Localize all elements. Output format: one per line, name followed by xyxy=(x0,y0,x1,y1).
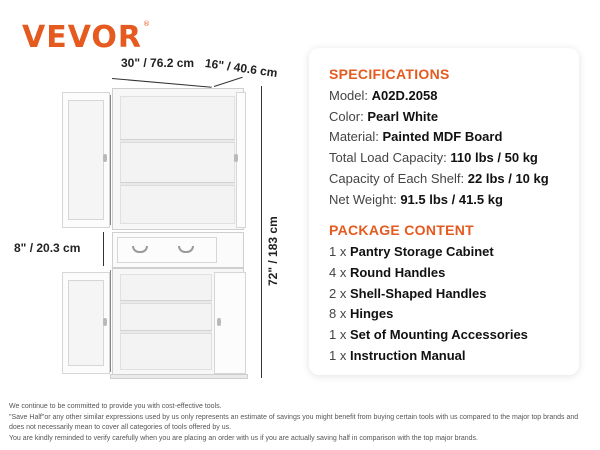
spec-row-shelf-capacity xyxy=(329,169,579,190)
spec-label: Model: xyxy=(329,88,369,103)
width-dimension: 30" / 76.2 cm xyxy=(121,56,195,70)
lower-left-knob-icon xyxy=(103,318,107,326)
lower-cabinet-interior xyxy=(120,274,212,370)
package-name: Shell-Shaped Handles xyxy=(349,285,487,301)
package-item xyxy=(329,263,579,284)
disclaimer-line-3: You are kindly reminded to verify carefully when you are placing an order with us if you are actually saving half in comparison with the top major brands. xyxy=(9,434,478,442)
package-item xyxy=(329,325,579,346)
package-qty: 8 x xyxy=(329,306,347,322)
vevor-logo xyxy=(22,20,151,55)
package-name: Set of Mounting Accessories xyxy=(349,327,528,343)
package-item xyxy=(329,304,579,325)
spec-label: Total Load Capacity: xyxy=(329,150,447,166)
package-name: Round Handles xyxy=(349,264,446,280)
height-dimension: 72" / 183 cm xyxy=(266,216,280,286)
spec-row-total-load xyxy=(329,148,579,169)
upper-height-line xyxy=(110,95,111,225)
lower-height-line xyxy=(110,270,111,372)
spec-label: Net Weight: xyxy=(329,191,397,207)
package-qty: 1 x xyxy=(329,244,347,260)
package-qty: 2 x xyxy=(329,285,347,301)
lower-left-door-inset xyxy=(68,280,104,366)
drawer-line xyxy=(103,232,104,266)
spec-row-net-weight xyxy=(329,190,579,211)
upper-left-knob-icon xyxy=(103,154,107,162)
drawer-front xyxy=(117,237,217,263)
spec-value: 91.5 lbs / 41.5 kg xyxy=(400,191,503,207)
package-content-title: PACKAGE CONTENT xyxy=(329,222,475,239)
spec-value: A02D.2058 xyxy=(371,88,438,103)
spec-row-material xyxy=(329,127,579,148)
disclaimer-line-2: "Save Half"or any other similar expressions used by us only represents an estimate of savings you might benefit from buying certain tools with us compared to the major top brands and does not necessarily mean to cover all categories of tools offered by us. xyxy=(9,413,579,431)
disclaimer-line-1: We continue to be committed to provide you with cost-effective tools. xyxy=(9,403,222,410)
spec-value: Pearl White xyxy=(367,108,439,124)
spec-row-model xyxy=(329,86,579,107)
disclaimer xyxy=(9,402,594,444)
package-item xyxy=(329,242,579,263)
cabinet-base xyxy=(110,374,248,379)
lower-shelf-1 xyxy=(120,300,212,304)
upper-shelf-2 xyxy=(120,182,235,186)
width-line xyxy=(112,78,212,88)
package-item xyxy=(329,346,579,367)
package-item xyxy=(329,284,579,305)
upper-right-knob-icon xyxy=(234,154,238,162)
spec-value: 110 lbs / 50 kg xyxy=(450,150,538,166)
upper-left-door-inset xyxy=(68,100,104,220)
registered-mark: ® xyxy=(143,20,152,28)
package-qty: 4 x xyxy=(329,264,347,280)
upper-cabinet-interior xyxy=(120,96,235,224)
package-qty: 1 x xyxy=(329,347,347,363)
upper-shelf-1 xyxy=(120,139,235,143)
spec-row-color xyxy=(329,107,579,128)
drawer-height-dimension: 8" / 20.3 cm xyxy=(14,241,81,255)
package-name: Hinges xyxy=(349,306,394,322)
height-line xyxy=(261,86,262,378)
lower-shelf-2 xyxy=(120,330,212,334)
depth-dimension: 16" / 40.6 cm xyxy=(204,56,279,81)
section-gap xyxy=(329,210,579,222)
depth-line xyxy=(214,77,243,87)
spec-value: 22 lbs / 10 kg xyxy=(467,170,549,186)
lower-right-knob-icon xyxy=(217,318,221,326)
package-qty: 1 x xyxy=(329,327,347,343)
spec-label: Capacity of Each Shelf: xyxy=(329,170,465,186)
spec-value: Painted MDF Board xyxy=(382,129,503,145)
package-name: Pantry Storage Cabinet xyxy=(349,244,494,260)
spec-label: Material: xyxy=(329,129,379,145)
brand-name: VEVOR xyxy=(22,20,143,55)
spec-label: Color: xyxy=(329,108,364,124)
spec-card xyxy=(309,48,579,375)
package-name: Instruction Manual xyxy=(349,347,466,363)
specifications-title: SPECIFICATIONS xyxy=(329,66,450,82)
